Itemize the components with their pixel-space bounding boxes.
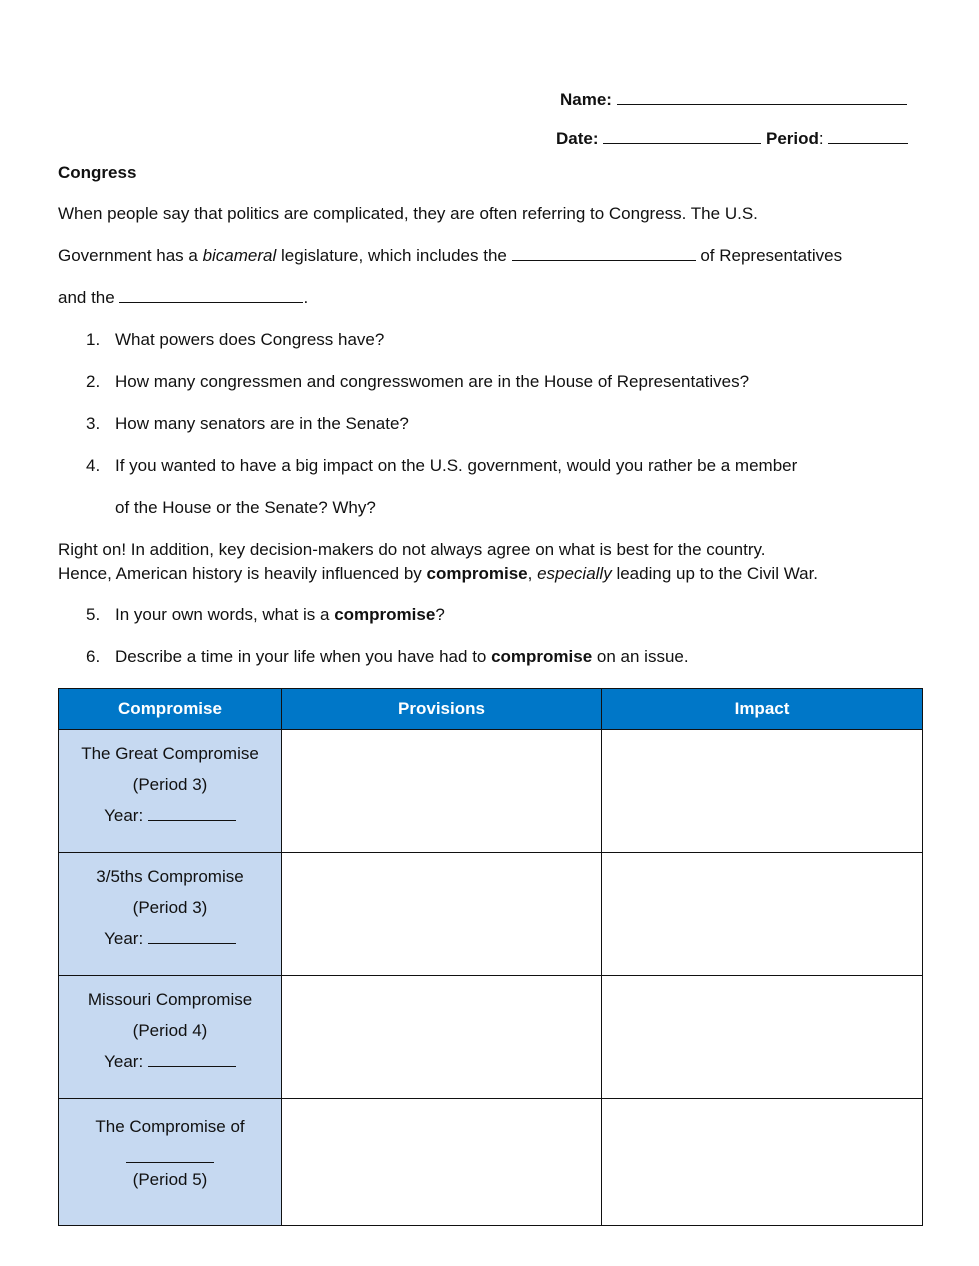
italic-term: especially	[537, 564, 612, 583]
question-number: 3.	[86, 414, 101, 433]
provisions-cell[interactable]	[282, 730, 602, 853]
question-number: 2.	[86, 372, 101, 391]
question-text: of the House or the Senate? Why?	[115, 498, 376, 517]
text: In your own words, what is a	[115, 605, 335, 624]
text: Government has a	[58, 246, 203, 265]
name-field[interactable]	[560, 90, 907, 110]
compromise-name: Missouri Compromise	[87, 990, 253, 1009]
year-label: Year:	[104, 1052, 144, 1071]
impact-cell[interactable]	[602, 730, 923, 853]
name-label: Name:	[560, 90, 612, 109]
year-blank[interactable]	[148, 806, 236, 821]
compromise-year-field[interactable]	[60, 1142, 280, 1164]
bold-term: compromise	[491, 647, 593, 666]
date-label: Date:	[556, 129, 599, 148]
intro-line-1: When people say that politics are complicated, they are often referring to Congress. The U.S.	[58, 204, 758, 223]
impact-cell[interactable]	[602, 1099, 923, 1226]
compromise-period: (Period 5)	[132, 1170, 208, 1189]
table-row	[59, 1099, 923, 1226]
text: on an issue.	[592, 647, 689, 666]
para2-line-1: Right on! In addition, key decision-makers do not always agree on what is best for the country.	[58, 540, 766, 559]
text: Describe a time in your life when you have had to	[115, 647, 492, 666]
year-field[interactable]	[60, 800, 280, 831]
year-label: Year:	[104, 806, 144, 825]
italic-term: bicameral	[202, 246, 277, 265]
text: of Representatives	[700, 246, 843, 265]
name-blank[interactable]	[617, 90, 907, 105]
compromise-period: (Period 4)	[132, 1021, 208, 1040]
question-text	[115, 605, 445, 625]
compromise-name: The Compromise of	[95, 1117, 245, 1136]
provisions-cell[interactable]	[282, 1099, 602, 1226]
date-period-row	[556, 129, 908, 149]
section-title: Congress	[58, 163, 137, 182]
header-compromise: Compromise	[59, 689, 282, 730]
compromise-cell	[59, 853, 282, 976]
table-row	[59, 853, 923, 976]
question-number: 1.	[86, 330, 101, 349]
header-impact: Impact	[602, 689, 923, 730]
compromise-period: (Period 3)	[132, 775, 208, 794]
date-blank[interactable]	[603, 129, 761, 144]
year-field[interactable]	[60, 923, 280, 954]
year-blank[interactable]	[148, 1052, 236, 1067]
para2-line-2	[58, 564, 818, 584]
period-blank[interactable]	[828, 129, 908, 144]
text: Hence, American history is heavily influenced by	[58, 564, 427, 583]
compromise-cell	[59, 976, 282, 1099]
question-number: 5.	[86, 605, 101, 624]
table-row	[59, 730, 923, 853]
year-blank[interactable]	[148, 929, 236, 944]
impact-cell[interactable]	[602, 976, 923, 1099]
text: ,	[527, 564, 538, 583]
text: leading up to the Civil War.	[611, 564, 819, 583]
compromise-name: 3/5ths Compromise	[96, 867, 244, 886]
compromise-cell	[59, 1099, 282, 1226]
text: and the	[58, 288, 115, 307]
compromise-table	[58, 688, 923, 1226]
period-label: Period	[765, 129, 819, 148]
year-label: Year:	[104, 929, 144, 948]
question-text: How many congressmen and congresswomen are in the House of Representatives?	[115, 372, 750, 391]
compromise-name: The Great Compromise	[81, 744, 259, 763]
house-blank[interactable]	[512, 246, 696, 261]
provisions-cell[interactable]	[282, 853, 602, 976]
provisions-cell[interactable]	[282, 976, 602, 1099]
intro-line-2	[58, 246, 842, 266]
question-number: 4.	[86, 456, 101, 475]
text: .	[303, 288, 309, 307]
text: ?	[435, 605, 445, 624]
intro-line-3	[58, 288, 308, 308]
table-row	[59, 976, 923, 1099]
colon: :	[818, 129, 824, 148]
question-text: How many senators are in the Senate?	[115, 414, 409, 433]
text: legislature, which includes the	[276, 246, 507, 265]
compromise-cell	[59, 730, 282, 853]
impact-cell[interactable]	[602, 853, 923, 976]
header-provisions: Provisions	[282, 689, 602, 730]
bold-term: compromise	[334, 605, 436, 624]
question-number: 6.	[86, 647, 101, 666]
question-text: What powers does Congress have?	[115, 330, 385, 349]
question-text	[115, 647, 689, 667]
compromise-period: (Period 3)	[132, 898, 208, 917]
question-text: If you wanted to have a big impact on the U.S. government, would you rather be a member	[115, 456, 798, 475]
table-header-row	[59, 689, 923, 730]
compromise-year-blank[interactable]	[126, 1148, 214, 1163]
senate-blank[interactable]	[119, 288, 303, 303]
year-field[interactable]	[60, 1046, 280, 1077]
bold-term: compromise	[426, 564, 528, 583]
